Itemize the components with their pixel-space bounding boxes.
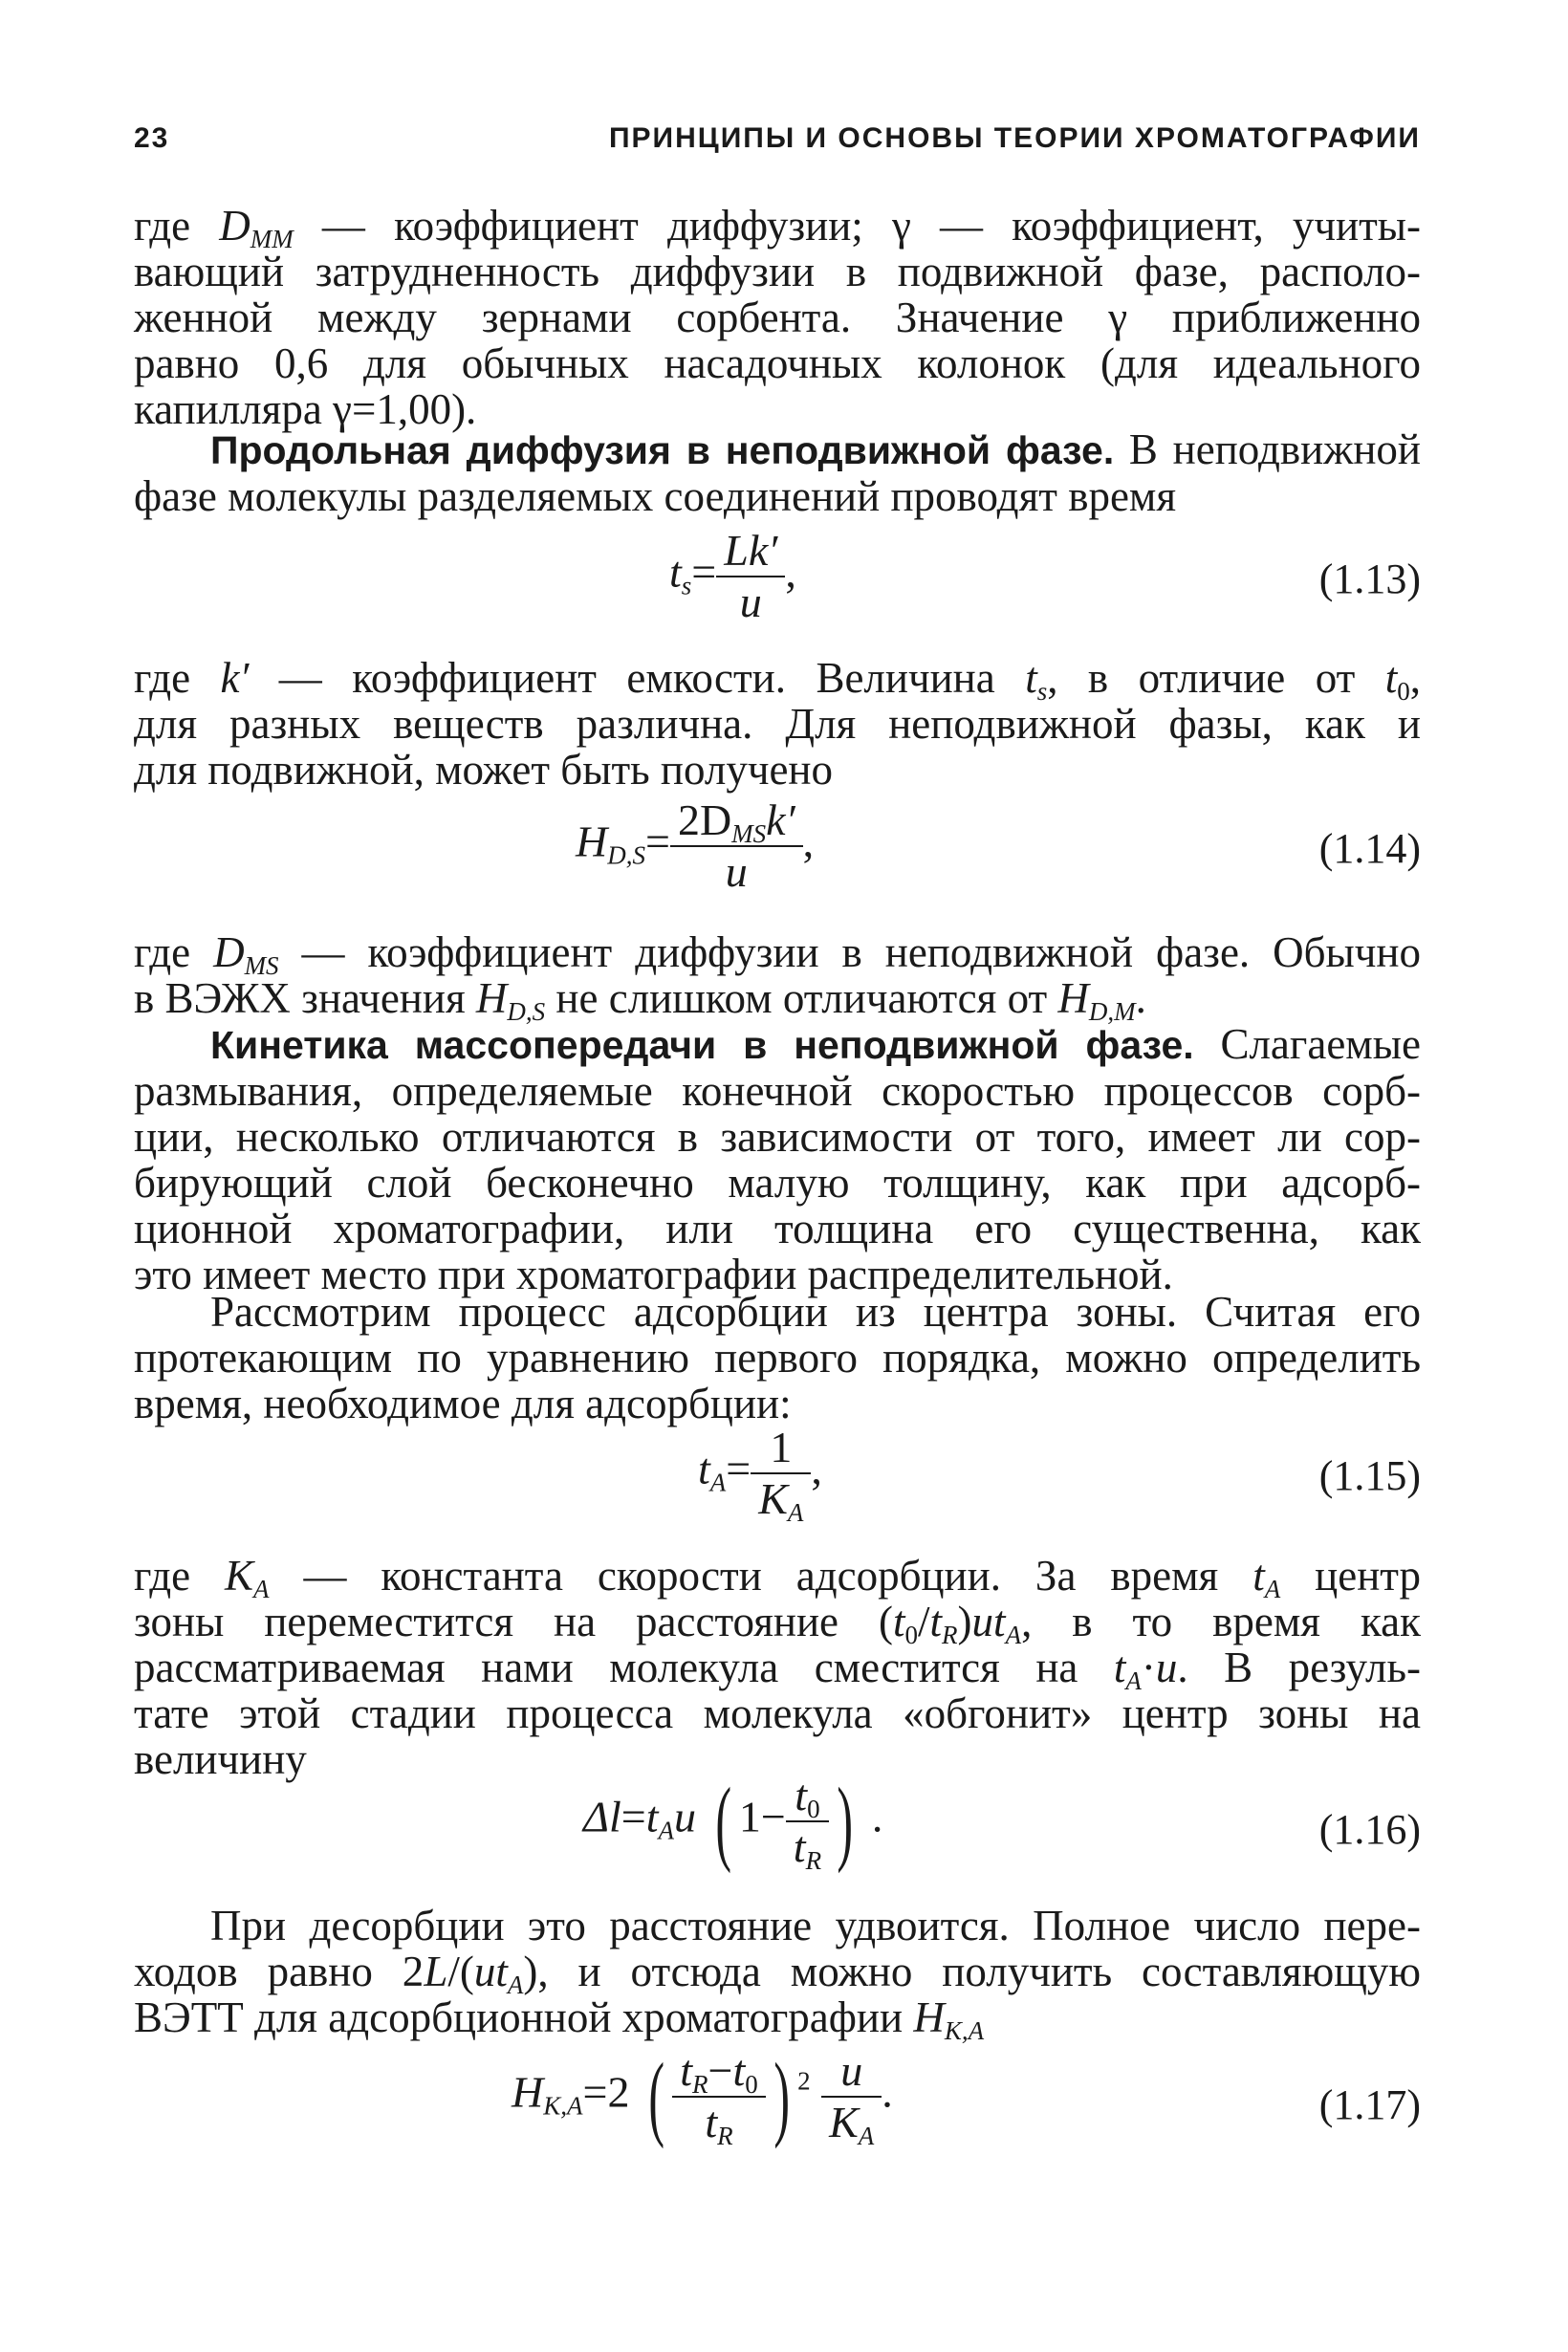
equation-1-14: $H_{D,S}=$ $\frac{2D_{MS}k'}{u}$ , (1.14) — [576, 795, 1421, 896]
equation-number: (1.17) — [1318, 2081, 1421, 2128]
text-line: в ВЭЖХ значения $H_{D,S}$ не слишком отличаются от $H_{D,M}$. — [134, 974, 1146, 1026]
text-line: для подвижной, может быть получено — [134, 746, 834, 794]
text-line: это имеет место при хроматографии распределительной. — [134, 1251, 1173, 1298]
text-line: где $D_{MS}$ — коэффициент диффузии в неподвижной фазе. Обычно — [134, 928, 1421, 980]
text-line: Продольная диффузия в неподвижной фазе. В неподвижной — [210, 425, 1421, 473]
text-line: женной между зернами сорбента. Значение γ приближенно — [134, 294, 1421, 341]
text-line: ходов равно $2L/(ut_A)$, и отсюда можно получить составляющую — [134, 1948, 1421, 1999]
text-line: Кинетика массопередачи в неподвижной фазе. Слагаемые — [210, 1020, 1421, 1068]
left-paren: ( — [714, 1768, 731, 1874]
fraction: $\frac{1}{K_A}$ — [751, 1423, 811, 1524]
fraction: $\frac{2D_{MS}k'}{u}$ — [670, 795, 803, 897]
paragraph-adsorption-process — [134, 1289, 1421, 1426]
text-line: тате этой стадии процесса молекула «обгонит» центр зоны на — [134, 1689, 1421, 1737]
text-line: бирующий слой бесконечно малую толщину, как при адсорб- — [134, 1159, 1421, 1207]
text-line: где $K_A$ — константа скорости адсорбции. За время $t_A$ центр — [134, 1552, 1421, 1603]
section-heading: Продольная диффузия в неподвижной фазе. — [210, 428, 1115, 472]
running-title: ПРИНЦИПЫ И ОСНОВЫ ТЕОРИИ ХРОМАТОГРАФИИ — [608, 122, 1421, 154]
fraction: $\frac{t_R-t_0}{t_R}$ — [672, 2046, 766, 2147]
running-header — [134, 122, 1421, 170]
equation-number: (1.13) — [1318, 555, 1421, 602]
equation-1-17: $H_{K,A}=2$ ( $\frac{t_R-t_0}{t_R}$ ) $^2$ $\frac{u}{K_A}$ . (1.17) — [512, 2043, 1421, 2150]
text-line: величину — [134, 1735, 307, 1783]
right-paren: ) — [773, 2043, 790, 2149]
text-line: Рассмотрим процесс адсорбции из центра зоны. Считая его — [210, 1288, 1421, 1336]
equation-number: (1.14) — [1318, 825, 1421, 872]
equation-number: (1.16) — [1318, 1806, 1421, 1853]
text-line: протекающим по уравнению первого порядка, можно определить — [134, 1334, 1421, 1382]
text-line: время, необходимое для адсорбции: — [134, 1380, 792, 1427]
text-line: капилляра γ=1,00). — [134, 385, 477, 433]
paragraph-capacity-factor — [134, 655, 1421, 793]
text-line: где $D_{MM}$ — коэффициент диффузии; γ — коэффициент, учиты- — [134, 202, 1422, 253]
equation-1-16: $\Delta l=t_Au$ ( 1− $\frac{t_0}{t_R}$ ) . (1.16) — [583, 1768, 1421, 1875]
text-line: ции, несколько отличаются в зависимости от того, имеет ли сор- — [134, 1113, 1421, 1161]
text-line: размывания, определяемые конечной скоростью процессов сорб- — [134, 1067, 1421, 1115]
fraction: $\frac{t_0}{t_R}$ — [786, 1771, 829, 1872]
section-heading: Кинетика массопередачи в неподвижной фазе. — [210, 1023, 1194, 1067]
equation-1-13: $t_s=$ $\frac{Lk'}{u}$ , (1.13) — [669, 526, 1421, 626]
fraction: $\frac{Lk'}{u}$ — [716, 526, 785, 627]
text-line: зоны переместится на расстояние $(t_0/t_R)ut_A$, в то время как — [134, 1598, 1421, 1649]
page-number: 23 — [134, 122, 170, 154]
text-line: рассматриваемая нами молекула сместится на $t_A\cdot u$. В резуль- — [134, 1644, 1421, 1695]
paragraph-longitudinal-diffusion — [134, 426, 1421, 519]
equation-1-15: $t_A=$ $\frac{1}{K_A}$ , (1.15) — [698, 1423, 1421, 1527]
paragraph-adsorption-constant — [134, 1553, 1421, 1782]
paragraph-mass-transfer-kinetics — [134, 1021, 1421, 1297]
text-line: фазе молекулы разделяемых соединений проводят время — [134, 472, 1177, 520]
text-line: где k′ — коэффициент емкости. Величина $t_s$, в отличие от $t_0$, — [134, 654, 1421, 706]
right-paren: ) — [837, 1768, 854, 1874]
left-paren: ( — [648, 2043, 664, 2149]
text-line: для разных веществ различна. Для неподвижной фазы, как и — [134, 700, 1421, 748]
text-line: ционной хроматографии, или толщина его существенна, как — [134, 1205, 1421, 1252]
paragraph-desorption — [134, 1902, 1421, 2045]
equation-number: (1.15) — [1318, 1452, 1421, 1499]
text-line: При десорбции это расстояние удвоится. Полное число пере- — [210, 1902, 1421, 1949]
text-line: равно 0,6 для обычных насадочных колонок (для идеального — [134, 339, 1421, 387]
text-line: ВЭТТ для адсорбционной хроматографии $H_{K,A}$ — [134, 1993, 985, 2045]
paragraph-stationary-diffusion — [134, 928, 1421, 1026]
text-line: вающий затрудненность диффузии в подвижной фазе, располо- — [134, 248, 1421, 295]
fraction: $\frac{u}{K_A}$ — [821, 2046, 882, 2147]
paragraph-gamma-definition — [134, 203, 1421, 432]
